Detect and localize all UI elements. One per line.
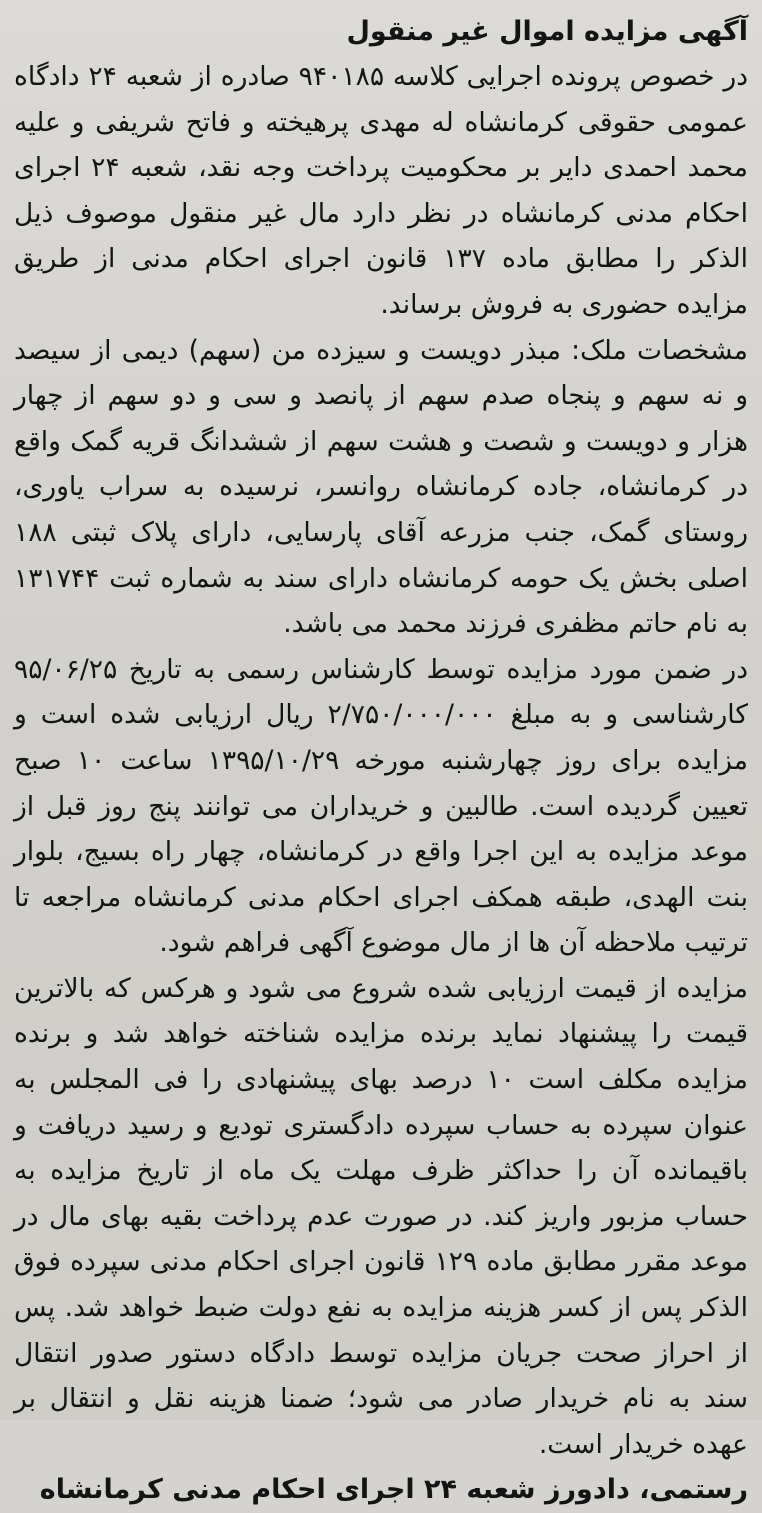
notice-title: آگهی مزایده اموال غیر منقول: [346, 16, 748, 47]
auction-terms-paragraph: مزایده از قیمت ارزیابی شده شروع می شود و هرکس که بالاترین قیمت را پیشنهاد نماید برنده مزایده شناخته خواهد شد و برنده مزایده مکلف است ۱۰ درصد بهای پیشنهادی را فی المجلس به عنوان سپرده به حساب سپرده دادگستری تودیع و رسید دریافت و باقیمانده آن را حداکثر ظرف مهلت یک ماه از تاریخ مزایده به حساب مزبور واریز کند. در صورت عدم پرداخت بقیه بهای مال در موعد مقرر مطابق ماده ۱۲۹ قانون اجرای احکام مدنی سپرده فوق الذکر پس از کسر هزینه مزایده به نفع دولت ضبط خواهد شد. پس از احراز صحت جریان مزایده توسط دادگاه دستور صدور انتقال سند به نام خریدار صادر می شود؛ ضمنا هزینه نقل و انتقال بر عهده خریدار است.: [14, 972, 748, 1460]
case-paragraph: در خصوص پرونده اجرایی کلاسه ۹۴۰۱۸۵ صادره از شعبه ۲۴ دادگاه عمومی حقوقی کرمانشاه له مهدی پرهیخته و فاتح شریفی و علیه محمد احمدی دایر بر محکومیت پرداخت وجه نقد، شعبه ۲۴ اجرای احکام مدنی کرمانشاه در نظر دارد مال غیر منقول موصوف ذیل الذکر را مطابق ماده ۱۳۷ قانون اجرای احکام مدنی از طریق مزایده حضوری به فروش برساند.: [14, 61, 749, 320]
notice-signature: رستمی، دادورز شعبه ۲۴ اجرای احکام مدنی کرمانشاه: [39, 1474, 748, 1506]
property-specs-paragraph: مشخصات ملک: مبذر دویست و سیزده من (سهم) دیمی از سیصد و نه سهم و پنجاه صدم سهم از پانصد و سی و دو سهم از چهار هزار و دویست و شصت و هشت سهم از ششدانگ قریه گمک واقع در کرمانشاه، جاده کرمانشاه روانسر، نرسیده به سراب یاوری، روستای گمک، جنب مزرعه آقای پارسایی، دارای پلاک ثبتی ۱۸۸ اصلی بخش یک حومه کرمانشاه دارای سند به شماره ثبت ۱۳۱۷۴۴ به نام حاتم مظفری فرزند محمد می باشد.: [14, 334, 748, 640]
appraisal-paragraph: در ضمن مورد مزایده توسط کارشناس رسمی به تاریخ ۹۵/۰۶/۲۵ کارشناسی و به مبلغ ۲/۷۵۰/۰۰۰/۰۰۰ ریال ارزیابی شده است و مزایده برای روز چهارشنبه مورخه ۱۳۹۵/۱۰/۲۹ ساعت ۱۰ صبح تعیین گردیده است. طالبین و خریداران می توانند پنج روز قبل از موعد مزایده به این اجرا واقع در کرمانشاه، چهار راه بسیج، بلوار بنت الهدی، طبقه همکف اجرای احکام مدنی کرمانشاه مراجعه تا ترتیب ملاحظه آن ها از مال موضوع آگهی فراهم شود.: [14, 653, 749, 959]
